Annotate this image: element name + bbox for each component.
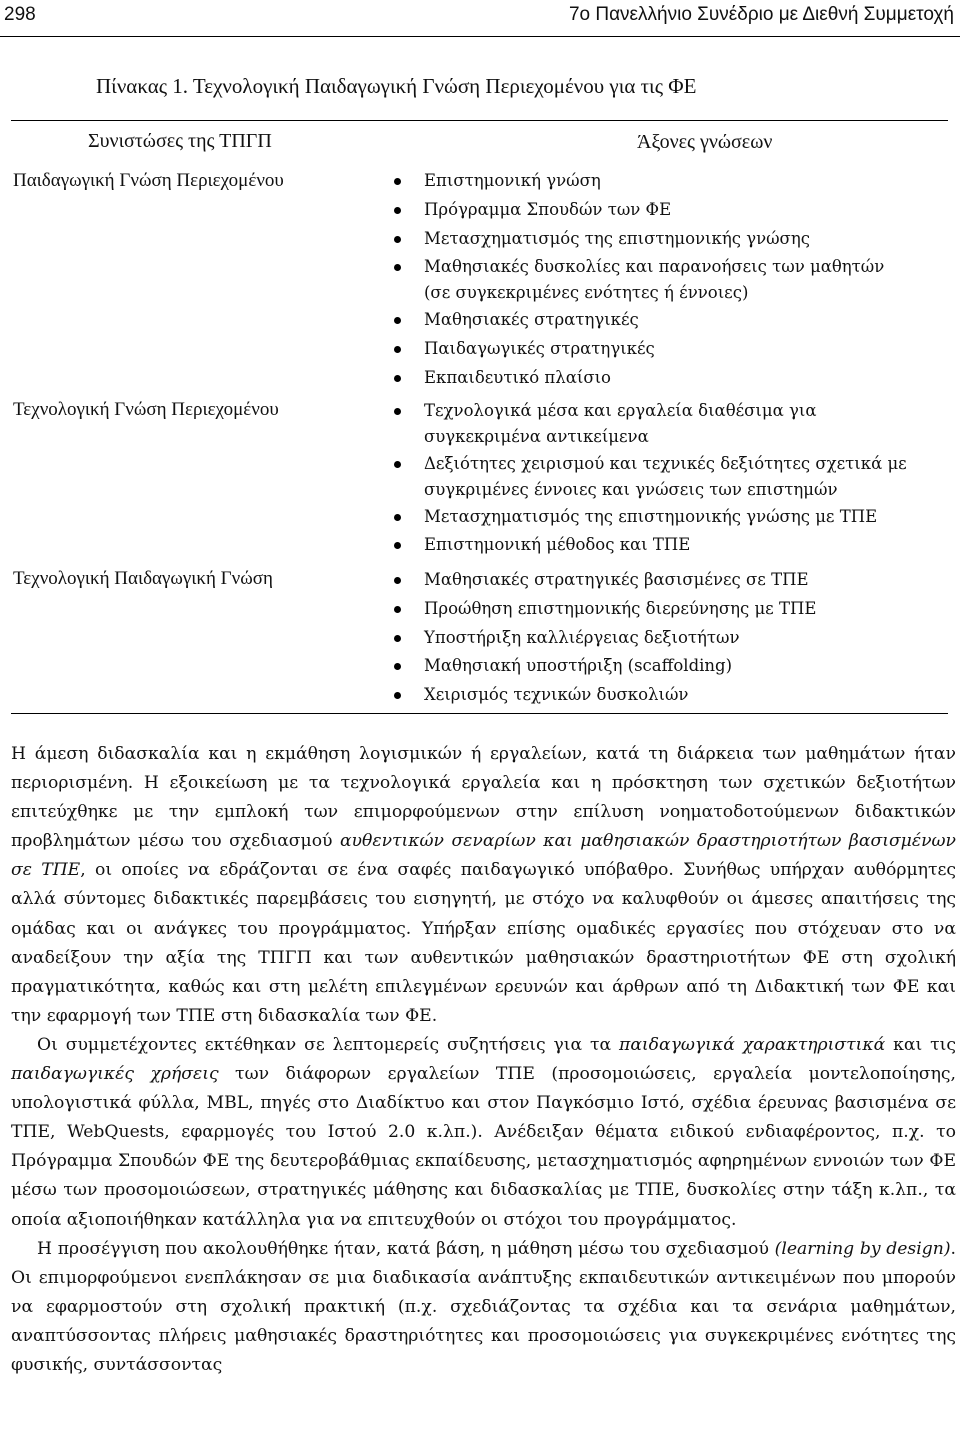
table-bottom-rule	[11, 713, 948, 714]
list-item: Τεχνολογικά μέσα και εργαλεία διαθέσιμα για συγκεκριμένα αντικείμενα	[389, 397, 907, 450]
table-caption: Πίνακας 1. Τεχνολογική Παιδαγωγική Γνώση Περιεχομένου για τις ΦΕ	[96, 74, 697, 98]
body-text	[11, 740, 956, 1380]
list-item: Μαθησιακή υποστήριξη (scaffolding)	[389, 652, 816, 681]
column-header-components: Συνιστώσες της ΤΠΓΠ	[88, 130, 272, 152]
list-item: Μαθησιακές δυσκολίες και παρανοήσεις των μαθητών (σε συγκεκριμένες ενότητες ή έννοιες)	[389, 253, 884, 306]
list-item: Δεξιότητες χειρισμού και τεχνικές δεξιότητες σχετικά με συγκριμένες έννοιες και γνώσεις των επιστημών	[389, 450, 907, 503]
paragraph: Η άμεση διδασκαλία και η εκμάθηση λογισμικών ή εργαλείων, κατά τη διάρκεια των μαθημάτων ήταν περιορισμένη. Η εξοικείωση με τα τεχνολογικά εργαλεία και η πρόσκτηση των σχετικών δεξιοτήτων επιτεύχθηκε με την εμπλοκή των επιμορφούμενων στην επίλυση νοηματοδοτούμενων διδακτικών προβλημάτων μέσω του σχεδιασμού αυθεντικών σεναρίων και μαθησιακών δραστηριοτήτων βασισμένων σε ΤΠΕ, οι οποίες να εδράζονται σε ένα σαφές παιδαγωγικό υπόβαθρο. Συνήθως υπήρχαν αυθόρμητες αλλά σύντομες διδακτικές παρεμβάσεις του εισηγητή, με στόχο να καλυφθούν οι άμεσες απαιτήσεις της ομάδας και οι ανάγκες του προγράμματος. Υπήρξαν επίσης ομαδικές εργασίες που στόχευαν στο να αναδείξουν την αξία της ΤΠΓΠ και των αυθεντικών μαθησιακών δραστηριοτήτων ΦΕ στη σχολική πραγματικότητα, καθώς και στη μελέτη επιλεγμένων ερευνών και άρθρων από τη Διδακτική των ΦΕ και την εφαρμογή των ΤΠΕ στη διδασκαλία των ΦΕ.	[11, 744, 956, 1026]
list-item: Μετασχηματισμός της επιστημονικής γνώσης	[389, 225, 884, 254]
list-item: Μαθησιακές στρατηγικές βασισμένες σε ΤΠΕ	[389, 566, 816, 595]
list-item: Πρόγραμμα Σπουδών των ΦΕ	[389, 196, 884, 225]
list-item: Μαθησιακές στρατηγικές	[389, 306, 884, 335]
list-item: Χειρισμός τεχνικών δυσκολιών	[389, 681, 816, 710]
row-label-pedagogical-content-knowledge: Παιδαγωγική Γνώση Περιεχομένου	[13, 170, 284, 191]
list-item: Παιδαγωγικές στρατηγικές	[389, 335, 884, 364]
row-items-technological-content-knowledge	[389, 397, 907, 560]
list-item: Επιστημονική μέθοδος και ΤΠΕ	[389, 531, 907, 560]
list-item: Μετασχηματισμός της επιστημονικής γνώσης με ΤΠΕ	[389, 503, 907, 532]
page-header	[0, 0, 960, 37]
row-items-technological-pedagogical-knowledge	[389, 566, 816, 710]
list-item: Υποστήριξη καλλιέργειας δεξιοτήτων	[389, 624, 816, 653]
list-item: Προώθηση επιστημονικής διερεύνησης με ΤΠΕ	[389, 595, 816, 624]
list-item: Επιστημονική γνώση	[389, 167, 884, 196]
paragraph: Οι συμμετέχοντες εκτέθηκαν σε λεπτομερείς συζητήσεις για τα παιδαγωγικά χαρακτηριστικά και τις παιδαγωγικές χρήσεις των διάφορων εργαλείων ΤΠΕ (προσομοιώσεις, εργαλεία μοντελοποίησης, υπολογιστικά φύλλα, MBL, πηγές στο Διαδίκτυο και στον Παγκόσμιο Ιστό, σχέδια έρευνας βασισμένα σε ΤΠΕ, WebQuests, εφαρμογές του Ιστού 2.0 κ.λπ.). Ανέδειξαν θέματα ειδικού ενδιαφέροντος, π.χ. το Πρόγραμμα Σπουδών ΦΕ της δευτεροβάθμιας εκπαίδευσης, μετασχηματισμός αφηρημένων εννοιών των ΦΕ μέσω των προσομοιώσεων, στρατηγικές μάθησης και διδασκαλίας με ΤΠΕ, δυσκολίες στην τάξη κ.λπ., τα οποία αξιοποιήθηκαν κατάλληλα για να επιτευχθούν οι στόχοι του προγράμματος.	[11, 1034, 957, 1230]
row-label-technological-content-knowledge: Τεχνολογική Γνώση Περιεχομένου	[13, 399, 279, 420]
table-top-rule	[11, 120, 948, 121]
page-number: 298	[4, 4, 36, 25]
running-title: 7ο Πανελλήνιο Συνέδριο με Διεθνή Συμμετοχή	[568, 4, 954, 25]
row-label-technological-pedagogical-knowledge: Τεχνολογική Παιδαγωγική Γνώση	[13, 568, 273, 589]
column-header-axes: Άξονες γνώσεων	[637, 131, 773, 153]
row-items-pedagogical-content-knowledge	[389, 167, 884, 393]
list-item: Εκπαιδευτικό πλαίσιο	[389, 364, 884, 393]
paragraph: Η προσέγγιση που ακολουθήθηκε ήταν, κατά βάση, η μάθηση μέσω του σχεδιασμού (learning by design). Οι επιμορφούμενοι ενεπλάκησαν σε μια διαδικασία ανάπτυξης εκπαιδευτικών αντικειμένων που μπορούν να εφαρμοστούν στη σχολική πρακτική (π.χ. σχεδιάζοντας τα σχέδια και τα σενάρια μαθημάτων, αναπτύσσοντας πλήρεις μαθησιακές δραστηριότητες και προσομοιώσεις για συγκεκριμένες ενότητες της φυσικής, συντάσσοντας	[11, 1238, 956, 1375]
